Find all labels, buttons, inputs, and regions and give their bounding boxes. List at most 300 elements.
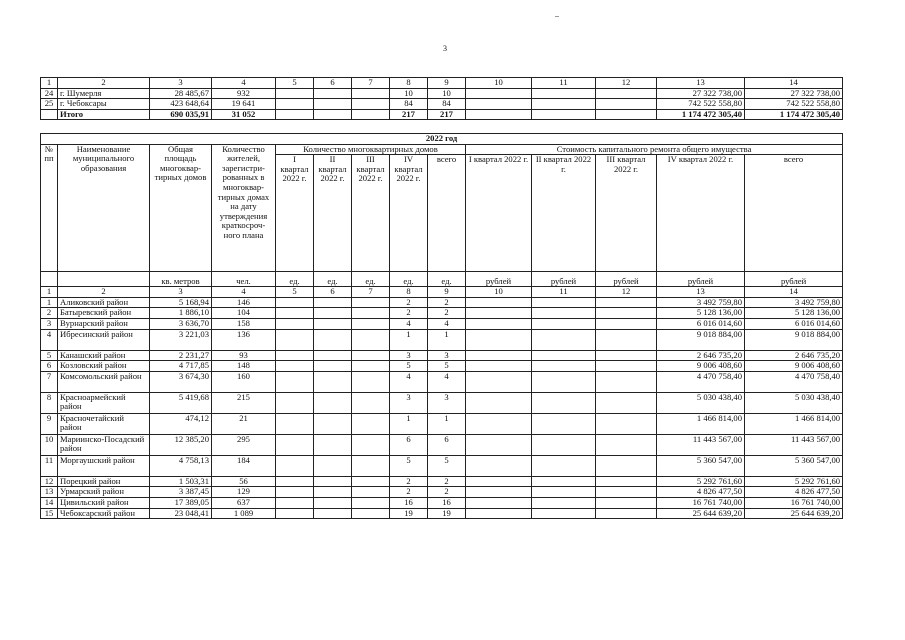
cell-q2: [314, 497, 352, 508]
column-number: 14: [745, 287, 843, 298]
column-number: 12: [596, 287, 657, 298]
cell-people: 1 089: [212, 508, 276, 519]
column-number: 5: [276, 78, 314, 89]
cell-n: 10: [41, 434, 58, 455]
cell-c2: [532, 497, 596, 508]
main-table: [40, 133, 843, 519]
cell-q4: 1: [390, 329, 428, 350]
table-row: [41, 308, 843, 319]
header-call: всего: [745, 155, 843, 272]
cell-people: 21: [212, 413, 276, 434]
column-number: 10: [466, 78, 532, 89]
cell-q3: [352, 508, 390, 519]
cell-people: 136: [212, 329, 276, 350]
cell-q4: 4: [390, 371, 428, 392]
cell-area: 3 674,30: [150, 371, 212, 392]
cell-people: 637: [212, 497, 276, 508]
header-q2: II квартал 2022 г.: [314, 155, 352, 272]
cell-all: 10: [428, 88, 466, 99]
cell-all: 4: [428, 371, 466, 392]
cell-all: 4: [428, 318, 466, 329]
cell-c2: [532, 371, 596, 392]
cell-q4: 3: [390, 392, 428, 413]
cell-all: 2: [428, 476, 466, 487]
cell-q1: [276, 350, 314, 361]
cell-people: 295: [212, 434, 276, 455]
cell-c1: [466, 392, 532, 413]
unit-cell: [58, 272, 150, 287]
cell-area: 28 485,67: [150, 88, 212, 99]
column-number: 2: [58, 287, 150, 298]
cell-area: 690 035,91: [150, 109, 212, 120]
cell-q3: [352, 392, 390, 413]
cell-n: 6: [41, 361, 58, 372]
column-number: 13: [657, 287, 745, 298]
cell-area: 2 231,27: [150, 350, 212, 361]
cell-q2: [314, 455, 352, 476]
cell-c2: [532, 434, 596, 455]
cell-c3: [596, 497, 657, 508]
column-number: 9: [428, 287, 466, 298]
cell-q3: [352, 487, 390, 498]
cell-all: 3: [428, 350, 466, 361]
cell-n: 12: [41, 476, 58, 487]
cell-n: 3: [41, 318, 58, 329]
cell-q2: [314, 297, 352, 308]
cell-area: 4 717,85: [150, 361, 212, 372]
column-numbers-row: [41, 287, 843, 298]
table-row: [41, 99, 843, 110]
cell-q4: 5: [390, 361, 428, 372]
cell-q2: [314, 318, 352, 329]
cell-n: [41, 109, 58, 120]
unit-12: рублей: [596, 272, 657, 287]
cell-q3: [352, 371, 390, 392]
cell-q1: [276, 413, 314, 434]
cell-area: 17 389,05: [150, 497, 212, 508]
cell-c3: [596, 308, 657, 319]
cell-n: 14: [41, 497, 58, 508]
column-number: 8: [390, 78, 428, 89]
cell-c1: [466, 297, 532, 308]
cell-c2: [532, 487, 596, 498]
cell-c3: [596, 392, 657, 413]
cell-q4: 16: [390, 497, 428, 508]
cell-c2: [532, 99, 596, 110]
column-number: 3: [150, 78, 212, 89]
cell-c3: [596, 99, 657, 110]
cell-call: 4 826 477,50: [745, 487, 843, 498]
table-row: [41, 392, 843, 413]
table-row: [41, 318, 843, 329]
unit-people: чел.: [212, 272, 276, 287]
cell-name: г. Чебоксары: [58, 99, 150, 110]
scan-dot: [555, 16, 559, 17]
cell-n: 1: [41, 297, 58, 308]
cell-area: 5 419,68: [150, 392, 212, 413]
cell-q4: 6: [390, 434, 428, 455]
cell-q2: [314, 88, 352, 99]
cell-q3: [352, 476, 390, 487]
table-row: [41, 413, 843, 434]
cell-q2: [314, 308, 352, 319]
cell-q2: [314, 109, 352, 120]
cell-name: Итого: [58, 109, 150, 120]
cell-people: 93: [212, 350, 276, 361]
cell-q3: [352, 434, 390, 455]
cell-area: 12 385,20: [150, 434, 212, 455]
cell-c1: [466, 508, 532, 519]
table-row: [41, 297, 843, 308]
cell-people: 56: [212, 476, 276, 487]
cell-call: 4 470 758,40: [745, 371, 843, 392]
header-people: Количество жителей, зарегистри-рованных в многоквар-тирных домах на дату утверждения краткосроч-ного плана: [212, 144, 276, 272]
cell-call: 27 322 738,00: [745, 88, 843, 99]
cell-c1: [466, 329, 532, 350]
cell-call: 11 443 567,00: [745, 434, 843, 455]
unit-area: кв. метров: [150, 272, 212, 287]
cell-c2: [532, 508, 596, 519]
cell-c1: [466, 88, 532, 99]
cell-name: Чебоксарский район: [58, 508, 150, 519]
unit-9: ед.: [428, 272, 466, 287]
cell-all: 84: [428, 99, 466, 110]
cell-q2: [314, 371, 352, 392]
cell-name: Ибресинский район: [58, 329, 150, 350]
cell-q1: [276, 371, 314, 392]
cell-n: 4: [41, 329, 58, 350]
cell-call: 5 128 136,00: [745, 308, 843, 319]
column-number: 4: [212, 287, 276, 298]
cell-c3: [596, 434, 657, 455]
table-row: [41, 487, 843, 498]
cell-c4: 5 128 136,00: [657, 308, 745, 319]
cell-q2: [314, 361, 352, 372]
cell-people: 184: [212, 455, 276, 476]
cell-c4: 6 016 014,60: [657, 318, 745, 329]
cell-q4: 4: [390, 318, 428, 329]
column-number: 1: [41, 287, 58, 298]
cell-c2: [532, 297, 596, 308]
header-cq1: I квартал 2022 г.: [466, 155, 532, 272]
unit-cell: [41, 272, 58, 287]
cell-c1: [466, 476, 532, 487]
unit-6: ед.: [314, 272, 352, 287]
cell-q1: [276, 487, 314, 498]
cell-q1: [276, 99, 314, 110]
cell-call: 1 466 814,00: [745, 413, 843, 434]
cell-c2: [532, 109, 596, 120]
header-q3: III квартал 2022 г.: [352, 155, 390, 272]
cell-people: 19 641: [212, 99, 276, 110]
cell-all: 16: [428, 497, 466, 508]
header-area: Общая площадь многоквар-тирных домов: [150, 144, 212, 272]
cell-all: 19: [428, 508, 466, 519]
cell-c4: 5 030 438,40: [657, 392, 745, 413]
cell-area: 4 758,13: [150, 455, 212, 476]
table-row: [41, 361, 843, 372]
cell-c2: [532, 329, 596, 350]
cell-area: 423 648,64: [150, 99, 212, 110]
column-number: 8: [390, 287, 428, 298]
unit-10: рублей: [466, 272, 532, 287]
cell-area: 23 048,41: [150, 508, 212, 519]
cell-all: 5: [428, 361, 466, 372]
cell-n: 24: [41, 88, 58, 99]
cell-c2: [532, 318, 596, 329]
cell-c1: [466, 308, 532, 319]
header-cq2: II квартал 2022 г.: [532, 155, 596, 272]
header-name: Наименование муниципального образования: [58, 144, 150, 272]
cell-c4: 27 322 738,00: [657, 88, 745, 99]
cell-q4: 217: [390, 109, 428, 120]
cell-name: Красноармейский район: [58, 392, 150, 413]
cell-q3: [352, 99, 390, 110]
cell-name: Вурнарский район: [58, 318, 150, 329]
column-number: 11: [532, 78, 596, 89]
cell-c3: [596, 350, 657, 361]
cell-q1: [276, 361, 314, 372]
cell-q3: [352, 318, 390, 329]
cell-q3: [352, 109, 390, 120]
cell-name: Батыревский район: [58, 308, 150, 319]
cell-q3: [352, 297, 390, 308]
column-number: 7: [352, 78, 390, 89]
header-cq3: III квартал 2022 г.: [596, 155, 657, 272]
cell-q1: [276, 308, 314, 319]
cell-name: Канашский район: [58, 350, 150, 361]
cell-c2: [532, 455, 596, 476]
cell-all: 2: [428, 297, 466, 308]
cell-c1: [466, 99, 532, 110]
cell-c1: [466, 434, 532, 455]
cell-c3: [596, 361, 657, 372]
cell-call: 6 016 014,60: [745, 318, 843, 329]
cell-call: 3 492 759,80: [745, 297, 843, 308]
cell-c2: [532, 350, 596, 361]
cell-call: 25 644 639,20: [745, 508, 843, 519]
cell-q1: [276, 297, 314, 308]
table-row: [41, 497, 843, 508]
cell-q3: [352, 350, 390, 361]
cell-q4: 2: [390, 487, 428, 498]
cell-c3: [596, 318, 657, 329]
cell-c1: [466, 455, 532, 476]
cell-q2: [314, 392, 352, 413]
header-cost-group: Стоимость капитального ремонта общего имущества: [466, 144, 843, 155]
cell-name: г. Шумерля: [58, 88, 150, 99]
cell-q4: 84: [390, 99, 428, 110]
cell-q3: [352, 361, 390, 372]
table-row: [41, 371, 843, 392]
cell-c4: 3 492 759,80: [657, 297, 745, 308]
cell-c4: 16 761 740,00: [657, 497, 745, 508]
cell-q1: [276, 88, 314, 99]
cell-call: 742 522 558,80: [745, 99, 843, 110]
cell-c2: [532, 476, 596, 487]
column-number: 6: [314, 78, 352, 89]
cell-q2: [314, 508, 352, 519]
cell-area: 3 221,03: [150, 329, 212, 350]
cell-q4: 2: [390, 308, 428, 319]
cell-c4: 25 644 639,20: [657, 508, 745, 519]
cell-name: Урмарский район: [58, 487, 150, 498]
cell-q2: [314, 476, 352, 487]
cell-c3: [596, 329, 657, 350]
cell-c1: [466, 361, 532, 372]
cell-q2: [314, 99, 352, 110]
column-number: 3: [150, 287, 212, 298]
cell-area: 474,12: [150, 413, 212, 434]
column-number: 10: [466, 287, 532, 298]
year-title: 2022 год: [41, 134, 843, 145]
cell-name: Аликовский район: [58, 297, 150, 308]
cell-c2: [532, 361, 596, 372]
cell-all: 1: [428, 329, 466, 350]
cell-c3: [596, 88, 657, 99]
header-count-group: Количество многоквартирных домов: [276, 144, 466, 155]
table-row: [41, 434, 843, 455]
header-q4: IV квартал 2022 г.: [390, 155, 428, 272]
cell-name: Мариинско-Посадский район: [58, 434, 150, 455]
cell-c3: [596, 109, 657, 120]
cell-all: 6: [428, 434, 466, 455]
cell-all: 2: [428, 487, 466, 498]
cell-c3: [596, 297, 657, 308]
cell-q4: 5: [390, 455, 428, 476]
column-number: 4: [212, 78, 276, 89]
cell-c4: 742 522 558,80: [657, 99, 745, 110]
cell-name: Козловский район: [58, 361, 150, 372]
cell-q2: [314, 487, 352, 498]
cell-q2: [314, 434, 352, 455]
column-number: 6: [314, 287, 352, 298]
page-number: 3: [443, 44, 447, 53]
cell-c4: 2 646 735,20: [657, 350, 745, 361]
cell-c4: 11 443 567,00: [657, 434, 745, 455]
cell-all: 2: [428, 308, 466, 319]
column-number: 13: [657, 78, 745, 89]
cell-n: 25: [41, 99, 58, 110]
column-number: 5: [276, 287, 314, 298]
cell-c4: 5 292 761,60: [657, 476, 745, 487]
column-number: 9: [428, 78, 466, 89]
cell-call: 9 018 884,00: [745, 329, 843, 350]
cell-c3: [596, 371, 657, 392]
cell-q1: [276, 318, 314, 329]
cell-c1: [466, 318, 532, 329]
column-number: 14: [745, 78, 843, 89]
cell-people: 129: [212, 487, 276, 498]
cell-c1: [466, 371, 532, 392]
table-row: [41, 455, 843, 476]
cell-name: Моргаушский район: [58, 455, 150, 476]
cell-c3: [596, 508, 657, 519]
cell-n: 2: [41, 308, 58, 319]
cell-area: 1 503,31: [150, 476, 212, 487]
cell-q1: [276, 392, 314, 413]
cell-c1: [466, 487, 532, 498]
cell-c4: 9 018 884,00: [657, 329, 745, 350]
cell-q2: [314, 350, 352, 361]
unit-8: ед.: [390, 272, 428, 287]
cell-c4: 4 826 477,50: [657, 487, 745, 498]
header-num: № пп: [41, 144, 58, 272]
cell-q1: [276, 497, 314, 508]
table-row: [41, 88, 843, 99]
cell-c2: [532, 308, 596, 319]
cell-q2: [314, 329, 352, 350]
cell-c2: [532, 392, 596, 413]
cell-q3: [352, 497, 390, 508]
cell-c4: 1 174 472 305,40: [657, 109, 745, 120]
header-q1: I квартал 2022 г.: [276, 155, 314, 272]
cell-all: 5: [428, 455, 466, 476]
unit-13: рублей: [657, 272, 745, 287]
cell-call: 1 174 472 305,40: [745, 109, 843, 120]
cell-q1: [276, 476, 314, 487]
cell-people: 31 052: [212, 109, 276, 120]
table-row: [41, 508, 843, 519]
cell-c3: [596, 476, 657, 487]
cell-people: 932: [212, 88, 276, 99]
cell-q1: [276, 434, 314, 455]
table-row: [41, 329, 843, 350]
unit-14: рублей: [745, 272, 843, 287]
cell-c1: [466, 350, 532, 361]
cell-q4: 2: [390, 297, 428, 308]
column-number: 11: [532, 287, 596, 298]
cell-c1: [466, 413, 532, 434]
cell-people: 160: [212, 371, 276, 392]
cell-q4: 10: [390, 88, 428, 99]
unit-5: ед.: [276, 272, 314, 287]
cell-n: 5: [41, 350, 58, 361]
cell-people: 104: [212, 308, 276, 319]
column-number: 2: [58, 78, 150, 89]
cell-c3: [596, 487, 657, 498]
cell-q1: [276, 329, 314, 350]
column-numbers-row: [41, 78, 843, 89]
cell-c1: [466, 497, 532, 508]
cell-call: 16 761 740,00: [745, 497, 843, 508]
cell-c4: 4 470 758,40: [657, 371, 745, 392]
table-row: [41, 109, 843, 120]
cell-c1: [466, 109, 532, 120]
unit-7: ед.: [352, 272, 390, 287]
cell-q3: [352, 413, 390, 434]
cell-c4: 1 466 814,00: [657, 413, 745, 434]
table-row: [41, 350, 843, 361]
cell-all: 3: [428, 392, 466, 413]
cell-name: Комсомольский район: [58, 371, 150, 392]
cell-area: 3 387,45: [150, 487, 212, 498]
cell-q4: 19: [390, 508, 428, 519]
cell-q3: [352, 329, 390, 350]
cell-people: 215: [212, 392, 276, 413]
cell-q3: [352, 88, 390, 99]
cell-area: 3 636,70: [150, 318, 212, 329]
cell-people: 148: [212, 361, 276, 372]
cell-n: 13: [41, 487, 58, 498]
cell-q3: [352, 308, 390, 319]
cell-n: 9: [41, 413, 58, 434]
cell-c4: 5 360 547,00: [657, 455, 745, 476]
table-row: [41, 476, 843, 487]
cell-n: 7: [41, 371, 58, 392]
column-number: 12: [596, 78, 657, 89]
cell-area: 1 886,10: [150, 308, 212, 319]
